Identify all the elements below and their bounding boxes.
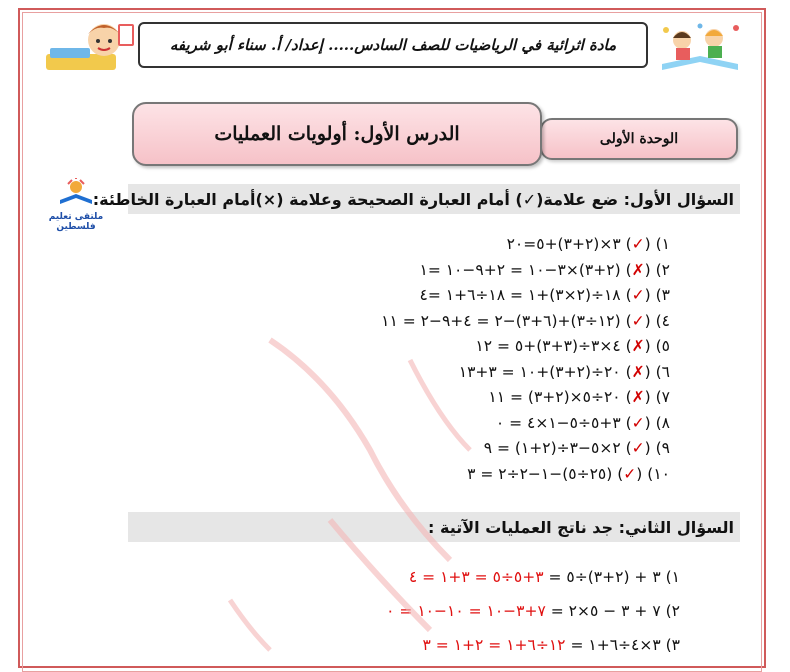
item-number: ٣)	[655, 286, 670, 304]
item-number: ٣)	[665, 636, 680, 654]
item-expression: ٢×٥−٣÷(٢+١) = ٩	[483, 439, 621, 457]
list-item: ٨) (✓) ٣+٥÷٥−١×٤ = ٠	[495, 413, 670, 432]
item-number: ٢)	[655, 260, 670, 279]
list-item: ١٠) (✓) (٢٥÷٥)−١−٢÷٢ = ٣	[467, 464, 670, 483]
item-number: ٤)	[655, 311, 670, 330]
answer-mark: ✗	[631, 337, 645, 355]
item-number: ١٠)	[647, 464, 670, 483]
question-2-list	[120, 560, 680, 662]
answer-mark: ✗	[631, 388, 645, 406]
item-number: ٥)	[655, 337, 670, 355]
item-expression: ٣×٤÷٦+١ =	[570, 636, 661, 654]
item-answer: ٣+٥÷٥ = ٣+١ = ٤	[408, 568, 544, 586]
item-number: ٨)	[655, 413, 670, 432]
logo-icon	[56, 178, 96, 206]
item-expression: ٢٠÷(٢+٣)+١٠ = ٣+١٣	[458, 362, 621, 381]
unit-title: الوحدة الأولى	[540, 118, 738, 160]
list-item	[120, 628, 680, 662]
list-item: ٢) (✗) (٢+٣)×٣−١٠ = ٢+٩−١٠ =١	[419, 260, 670, 279]
question-1-title: السؤال الأول: ضع علامة(✓) أمام العبارة الصحيحة وعلامة (×)أمام العبارة الخاطئة:	[128, 184, 740, 214]
item-expression: ٣×(٢+٣)+٥=٢٠	[506, 235, 621, 253]
list-item: ٤) (✓) (١٢÷٣)+(٦+٣)−٢ = ٤+٩−٢ = ١١	[381, 311, 670, 330]
list-item	[120, 594, 680, 628]
answer-mark: ✓	[623, 464, 637, 483]
item-number: ٩)	[655, 439, 670, 457]
answer-mark: ✓	[631, 413, 645, 432]
item-number: ١)	[655, 235, 670, 253]
item-number: ٧)	[655, 388, 670, 406]
item-number: ٢)	[665, 602, 680, 620]
list-item: ٧) (✗) ٢٠÷٥×(٢+٣) = ١١	[488, 388, 670, 406]
item-expression: ١٨÷(٢×٣)+١ = ١٨÷٦+١ =٤	[419, 286, 621, 304]
lesson-title: الدرس الأول: أولويات العمليات	[132, 102, 542, 166]
answer-mark: ✗	[631, 260, 645, 279]
item-expression: ٢٠÷٥×(٢+٣) = ١١	[488, 388, 621, 406]
list-item	[120, 560, 680, 594]
item-number: ١)	[665, 568, 680, 586]
site-logo-label: ملتقى تعليم فلسطين	[48, 212, 104, 232]
item-expression: ٧ + ٣ − ٥×٢ =	[550, 602, 661, 620]
item-expression: ٣+٥÷٥−١×٤ = ٠	[495, 413, 621, 432]
answer-mark: ✓	[631, 311, 645, 330]
item-expression: ٣ + (٢+٣)÷٥ =	[548, 568, 661, 586]
list-item: ٣) (✓) ١٨÷(٢×٣)+١ = ١٨÷٦+١ =٤	[419, 286, 670, 304]
question-2-title: السؤال الثاني: جد ناتج العمليات الآتية :	[128, 512, 740, 542]
question-1-list	[210, 232, 670, 487]
list-item: ٦) (✗) ٢٠÷(٢+٣)+١٠ = ٣+١٣	[458, 362, 670, 381]
header-title: مادة اثرائية في الرياضيات للصف السادس..... إعداد/ أ. سناء أبو شريفه	[138, 22, 648, 68]
item-expression: (٢٥÷٥)−١−٢÷٢ = ٣	[467, 464, 613, 483]
item-answer: ٧+٣−١٠ = ١٠−١٠ = ٠	[386, 602, 546, 620]
list-item: ٩) (✓) ٢×٥−٣÷(٢+١) = ٩	[483, 439, 670, 457]
item-expression: (١٢÷٣)+(٦+٣)−٢ = ٤+٩−٢ = ١١	[381, 311, 621, 330]
item-answer: ١٢÷٦+١ = ٢+١ = ٣	[422, 636, 566, 654]
list-item: ٥) (✗) ٤×٣÷(٣+٣)+٥ = ١٢	[475, 337, 670, 355]
item-expression: (٢+٣)×٣−١٠ = ٢+٩−١٠ =١	[419, 260, 621, 279]
item-expression: ٤×٣÷(٣+٣)+٥ = ١٢	[475, 337, 621, 355]
kids-book-illustration	[652, 18, 748, 74]
answer-mark: ✓	[631, 235, 645, 253]
item-number: ٦)	[655, 362, 670, 381]
list-item: ١) (✓) ٣×(٢+٣)+٥=٢٠	[506, 235, 670, 253]
answer-mark: ✓	[631, 286, 645, 304]
reading-child-illustration	[40, 14, 138, 76]
answer-mark: ✗	[631, 362, 645, 381]
answer-mark: ✓	[631, 439, 645, 457]
